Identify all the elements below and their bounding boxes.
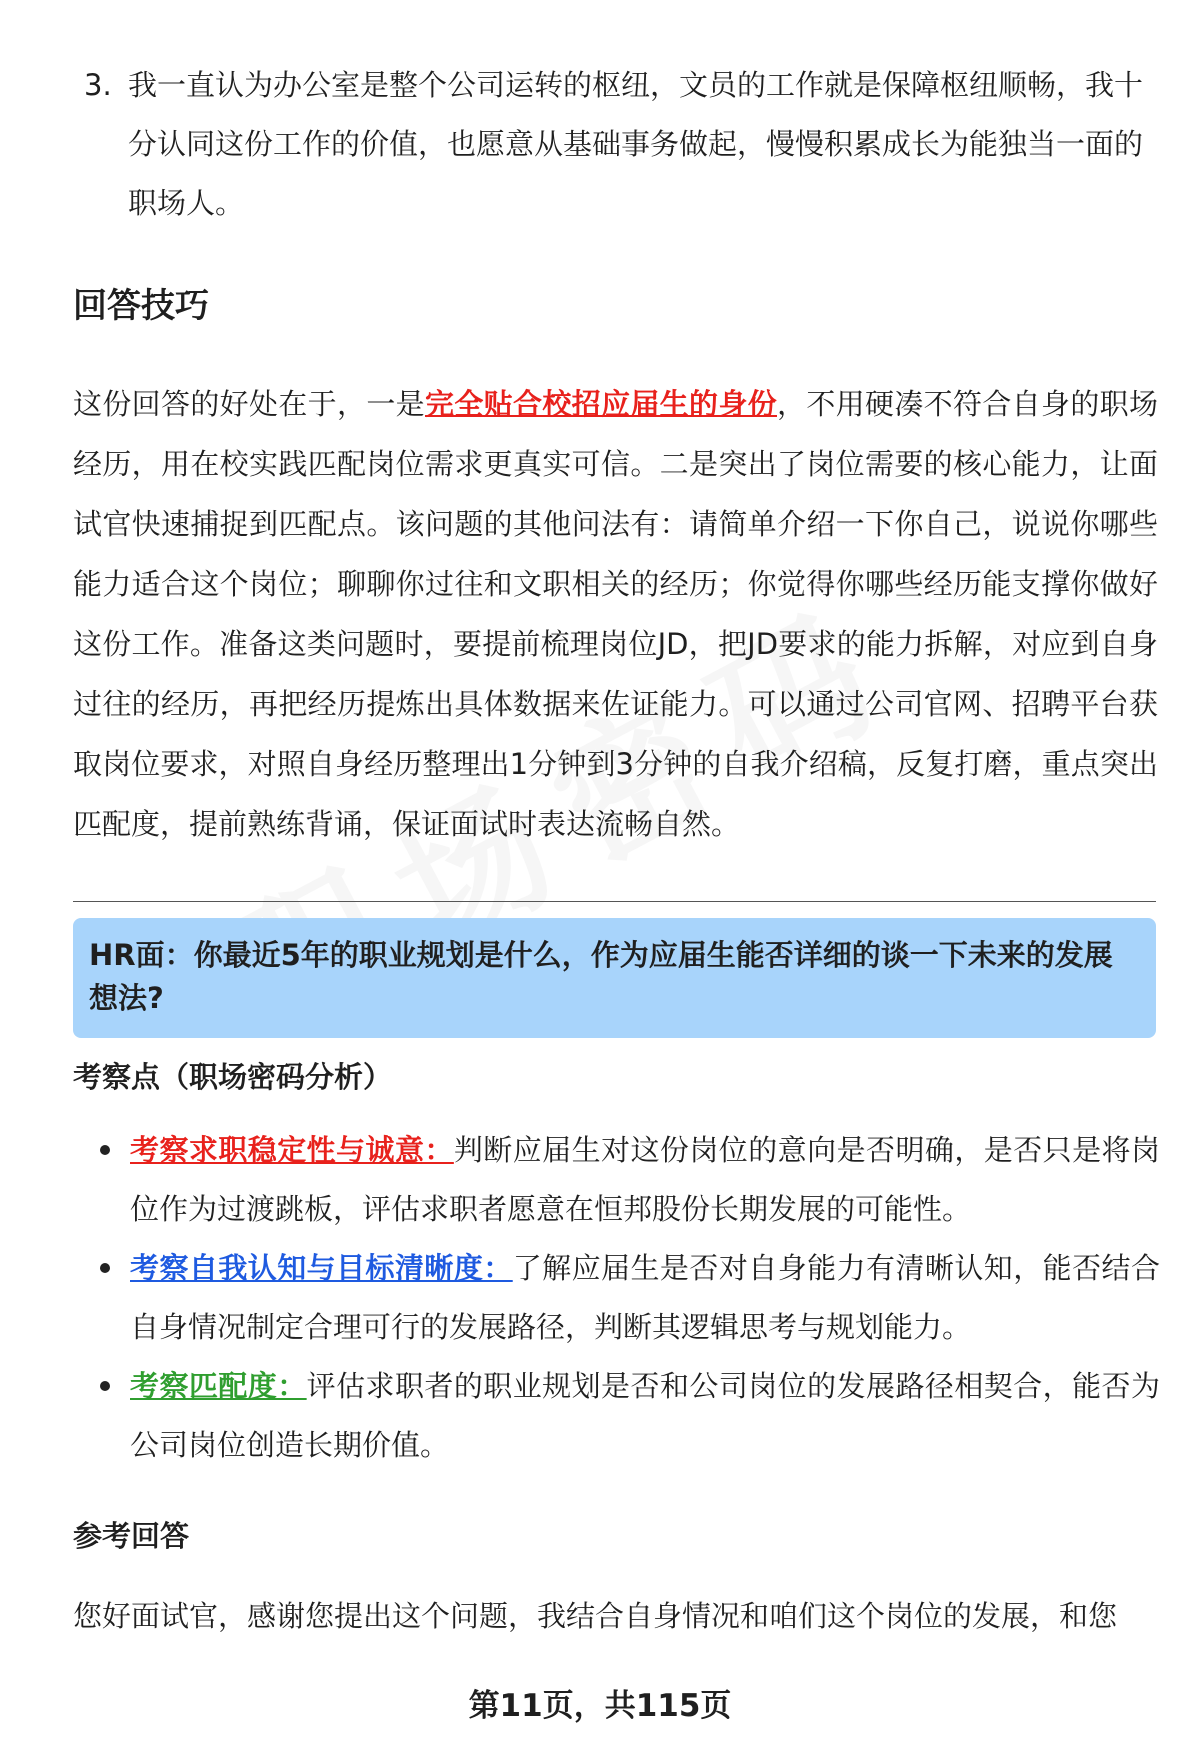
analysis-text: 判断应届生对这份岗位的意向是否明确，是否只是将岗位作为过渡跳板，评估求职者愿意在恒邦股份长期发展的可能性。 [130, 1133, 1160, 1226]
analysis-text: 评估求职者的职业规划是否和公司岗位的发展路径相契合，能否为公司岗位创造长期价值。 [130, 1369, 1160, 1462]
reference-heading: 参考回答 [73, 1519, 190, 1553]
tips-paragraph [73, 374, 1158, 854]
list-item [84, 56, 1154, 233]
tips-text-before: 这份回答的好处在于，一是 [73, 387, 425, 421]
list-item [100, 1121, 1160, 1239]
bullet-icon [100, 1381, 110, 1391]
tips-highlight: 完全贴合校招应届生的身份 [425, 387, 777, 421]
bullet-icon [100, 1263, 110, 1273]
analysis-label: 考察求职稳定性与诚意： [130, 1133, 454, 1167]
reference-text: 您好面试官，感谢您提出这个问题，我结合自身情况和咱们这个岗位的发展，和您 [73, 1599, 1118, 1633]
tips-heading: 回答技巧 [73, 286, 209, 326]
section-divider [73, 901, 1156, 902]
list-item [100, 1239, 1160, 1357]
list-item-text: 我一直认为办公室是整个公司运转的枢纽，文员的工作就是保障枢纽顺畅，我十分认同这份工作的价值，也愿意从基础事务做起，慢慢积累成长为能独当一面的职场人。 [128, 68, 1144, 220]
list-item [100, 1357, 1160, 1475]
question-box [73, 918, 1156, 1038]
analysis-text: 了解应届生是否对自身能力有清晰认知，能否结合自身情况制定合理可行的发展路径，判断其逻辑思考与规划能力。 [130, 1251, 1160, 1344]
analysis-list [100, 1121, 1160, 1475]
analysis-label: 考察自我认知与目标清晰度： [130, 1251, 513, 1285]
page-number: 第11页，共115页 [468, 1688, 732, 1724]
list-item-number: 3. [84, 68, 112, 102]
bullet-icon [100, 1145, 110, 1155]
analysis-label: 考察匹配度： [130, 1369, 307, 1403]
analysis-heading: 考察点（职场密码分析） [73, 1060, 393, 1094]
tips-text-after: ，不用硬凑不符合自身的职场经历，用在校实践匹配岗位需求更真实可信。二是突出了岗位需要的核心能力，让面试官快速捕捉到匹配点。该问题的其他问法有：请简单介绍一下你自己，说说你哪些能力适合这个岗位；聊聊你过往和文职相关的经历；你觉得你哪些经历能支撑你做好这份工作。准备这类问题时，要提前梳理岗位JD，把JD要求的能力拆解，对应到自身过往的经历，再把经历提炼出具体数据来佐证能力。可以通过公司官网、招聘平台获取岗位要求，对照自身经历整理出1分钟到3分钟的自我介绍稿，反复打磨，重点突出匹配度，提前熟练背诵，保证面试时表达流畅自然。 [73, 387, 1158, 841]
question-text: HR面：你最近5年的职业规划是什么，作为应届生能否详细的谈一下未来的发展想法? [89, 938, 1113, 1015]
